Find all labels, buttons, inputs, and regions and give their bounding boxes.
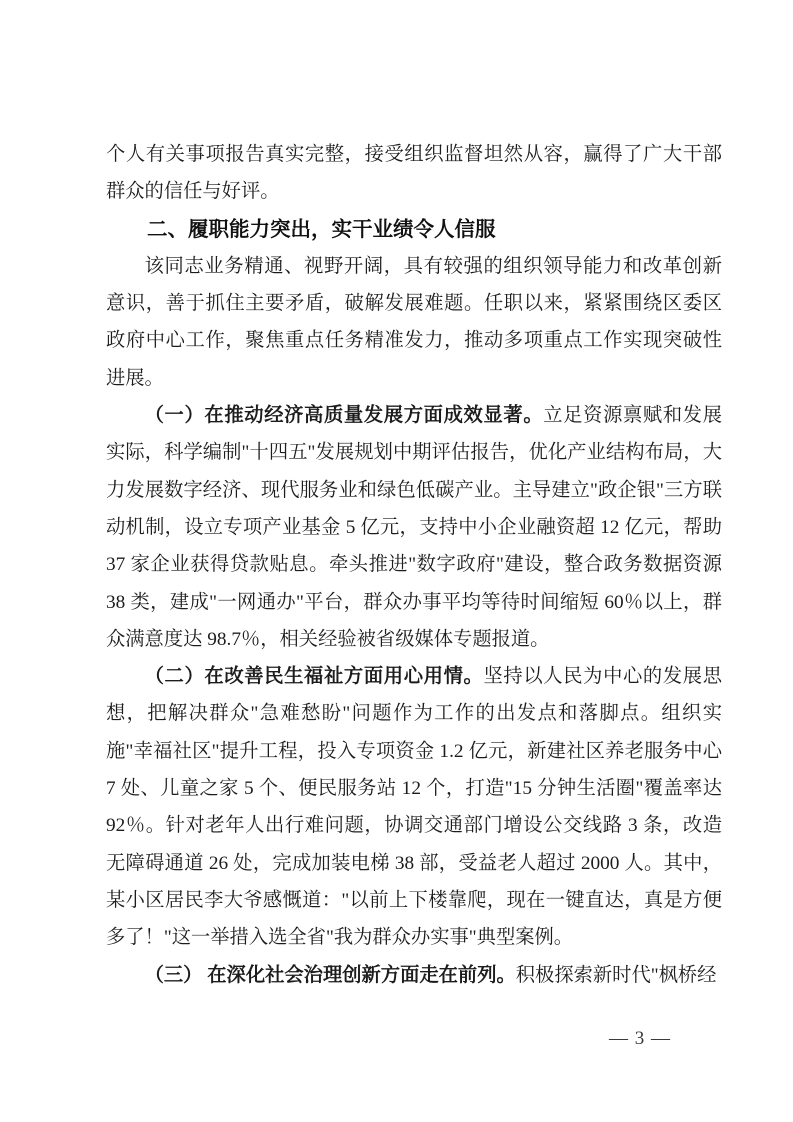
item-1-body: 立足资源禀赋和发展实际，科学编制"十四五"发展规划中期评估报告，优化产业结构布局，大力发展数字经济、现代服务业和绿色低碳产业。主导建立"政企银"三方联动机制，设立专项产业基金 5 亿元，支持中小企业融资超 12 亿元，帮助 37 家企业获得贷款贴息。牵头推进"数字政府"建设，整合政务数据资源 38 类，建成"一网通办"平台，群众办事平均等待时间缩短 60％以上，群众满意度达 98.7％，相关经验被省级媒体专题报道。: [106, 405, 723, 650]
paragraph-item-2: [106, 658, 722, 956]
paragraph-item-1: [106, 397, 722, 658]
page-number: — 3 —: [609, 1028, 671, 1049]
item-1-lead: （一）在推动经济高质量发展方面成效显著。: [144, 405, 544, 427]
section-heading: 二、履职能力突出，实干业绩令人信服: [147, 217, 496, 241]
paragraph-continuation: 个人有关事项报告真实完整，接受组织监督坦然从容，赢得了广大干部群众的信任与好评。: [106, 144, 722, 203]
item-2-lead: （二）在改善民生福祉方面用心用情。: [144, 666, 484, 688]
item-2-body: 坚持以人民为中心的发展思想，把解决群众"急难愁盼"问题作为工作的出发点和落脚点。组织实施"幸福社区"提升工程，投入专项资金 1.2 亿元，新建社区养老服务中心 7 处、儿童之家 5 个、便民服务站 12 个，打造"15 分钟生活圈"覆盖率达 92％。针对老年人出行难问题，协调交通部门增设公交线路 3 条，改造无障碍通道 26 处，完成加装电梯 38 部，受益老人超过 2000 人。其中，某小区居民李大爷感慨道："以前上下楼靠爬，现在一键直达，真是方便多了！"这一举措入选全省"我为群众办实事"典型案例。: [106, 666, 723, 949]
document-body: [106, 136, 722, 994]
paragraph-item-3: [106, 957, 722, 994]
item-3-body: 积极探索新时代"枫桥经: [515, 964, 717, 986]
paragraph-overview: 该同志业务精通、视野开阔，具有较强的组织领导能力和改革创新意识，善于抓住主要矛盾，破解发展难题。任职以来，紧紧围绕区委区政府中心工作，聚焦重点任务精准发力，推动多项重点工作实现突破性进展。: [106, 255, 722, 389]
item-3-lead: （三） 在深化社会治理创新方面走在前列。: [144, 964, 516, 986]
